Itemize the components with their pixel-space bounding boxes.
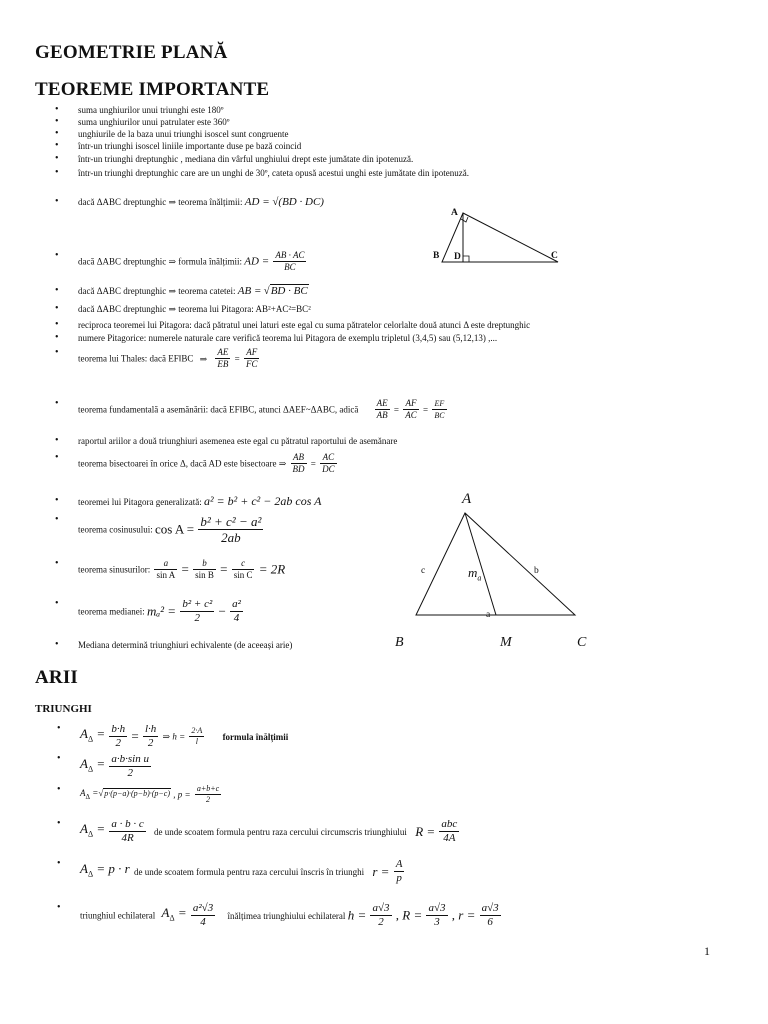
subheading-triangle: TRIUNGHI [35,703,92,715]
formula-radicand: BD · BC [270,285,308,297]
area-formula-equilateral: • triunghiul echilateral $A_\Delta$ = $\frac{\text{a²√3}}{4}$ înălțimea triunghiului echilateral h = $\frac{a√3}{2}$ , R = $\frac{a√3}{3}$ , r = $\frac{a√3}{6}$ [80,902,503,929]
formula-explanation: triunghiul echilateral [80,910,156,921]
formula: AD = √(BD · DC) [244,196,324,208]
area-formula-sine: • $A_\Delta$ = $\frac{\text{a·b·sin u}}{2}$ [80,753,153,780]
formula: a² = b² + c² − 2ab cos A [203,494,322,508]
label-d: D [454,252,461,262]
label-c: C [551,251,558,261]
theorem-text: teorema cosinusului: [78,524,153,535]
label-a-vertex: A [462,491,472,507]
formula-lhs: mₐ² = [146,603,177,619]
list-item: • într-un triunghi isoscel liniile importante duse pe bază coincid [78,140,301,152]
theorem-text: teorema sinusurilor: [78,564,151,575]
formula-altitude [78,250,308,273]
label-side-c: c [421,566,426,576]
formula-lhs: AB = [237,285,262,297]
list-item: • suma unghiurilor unui triunghi este 180º [78,104,224,116]
theorem-text: teorema lui Thales: dacă EF‖BC [78,353,194,364]
pythagorean-numbers: • numere Pitagorice: numerele naturale care verifică teorema lui Pitagora de exemplu tripletul (3,4,5) sau (5,12,13) ,... [78,332,497,344]
formula: AB²+AC²=BC² [255,304,311,314]
theorem-bisector: • teorema bisectoarei în orice Δ, dacă AD este bisectoare ⇒ $\frac{AB}{BD}$ = $\frac{AC}{DC}$ [78,452,339,475]
label-side-b: b [534,566,539,576]
theorem-generalized-pythagoras [78,495,321,508]
fraction-denominator: BC [284,262,296,272]
theorem-text: teorema medianei: [78,606,145,617]
theorem-text: dacă ΔABC dreptunghic ⇒ formula înălțimii: [78,256,243,267]
theorem-thales: • teorema lui Thales: dacă EF‖BC ⇒ $\frac{AE}{EB}$ = $\frac{AF}{FC}$ [78,347,261,370]
label-median: $m_a$ [468,565,482,583]
theorem-pythagoras [78,303,311,315]
list-item: • într-un triunghi dreptunghic , mediana din vârful unghiului drept este jumătate din ipotenuză. [78,153,413,165]
theorem-text: dacă ΔABC dreptunghic ⇒ teorema lui Pitagora: [78,304,254,314]
section-heading-theorems: TEOREME IMPORTANTE [35,79,270,100]
area-formula-heron: • $A_\Delta =√p\cdot(p-a)\cdot(p-b)\cdot(p-c)$ , p = $\frac{a+b+c}{2}$ [80,784,223,805]
list-item: • unghiurile de la baza unui triunghi isoscel sunt congruente [78,128,288,140]
theorem-cosine: • teorema cosinusului: cos A = $\frac{\text{b² + c² − a²}}{2ab}$ [78,514,265,545]
theorem-similarity: • teorema fundamentală a asemănării: dacă EF‖BC, atunci ΔAEF~ΔABC, adică $\frac{AE}{AB}$ = $\frac{AF}{AC}$ = $\frac{EF}{BC}$ [78,398,449,421]
theorem-text: teoremei lui Pitagora generalizată: [78,497,202,507]
list-item: • suma unghiurilor unui patrulater este 360º [78,116,230,128]
label-b-vertex: B [395,635,404,650]
area-formula-circumradius: • $A_\Delta$ = $\frac{a \cdot b \cdot c}{4R}$ de unde scoatem formula pentru raza cercului circumscris triunghiului R = $\frac{\text{abc}}{4A}$ [80,818,461,845]
theorem-text: dacă ΔABC dreptunghic ⇒ teorema înălțimii: [78,197,243,207]
theorem-median: • teorema medianei: mₐ² = $\frac{\text{b² + c²}}{2}$ − $\frac{\text{a²}}{4}$ [78,598,245,625]
formula-explanation: înălțimea triunghiului echilateral [227,910,346,921]
converse-pythagoras: • reciproca teoremei lui Pitagora: dacă pătratul unei laturi este egal cu suma pătratelor celorlalte două atunci Δ este dreptunghic [78,319,530,331]
section-heading-areas: ARII [35,667,79,688]
median-equivalent-areas: • Mediana determină triunghiuri echivalente (de aceeași arie) [78,639,292,651]
formula-explanation: de unde scoatem formula pentru raza cercului circumscris triunghiului [154,826,407,837]
area-ratio: • raportul ariilor a două triunghiuri asemenea este egal cu pătratul raportului de asemănare [78,435,397,447]
formula-label: formula înălțimii [222,731,289,742]
label-a: A [451,208,458,218]
theorem-altitude [78,196,324,208]
implies-arrow: ⇒ [199,353,208,364]
area-formula-height: • $A_\Delta$ = $\frac{b\cdot h}{2}$ = $\frac{l\cdot h}{2}$ ⇒ h = $\frac{2\cdot A}{l}$ formula înălțimii [80,723,288,750]
formula-lhs: cos A = [154,521,195,537]
median-triangle-figure [410,505,580,620]
theorem-text: teorema fundamentală a asemănării: dacă EF‖BC, atunci ΔAEF~ΔABC, adică [78,404,359,415]
formula-explanation: de unde scoatem formula pentru raza cercului înscris în triunghi [133,866,365,877]
label-m-vertex: M [500,635,512,650]
label-c-vertex: C [577,635,587,650]
formula-lhs: AD = [244,255,270,268]
theorem-text: dacă ΔABC dreptunghic ⇒ teorema catetei: [78,286,236,296]
label-b: B [433,251,440,261]
area-formula-inradius: • $A_\Delta = p \cdot r$ de unde scoatem formula pentru raza cercului înscris în triunghi r = $\frac{A}{p}$ [80,858,406,885]
theorem-leg: • dacă ΔABC dreptunghic ⇒ teorema catetei: AB = √BD · BC [78,285,309,297]
label-side-a: a [486,610,491,620]
list-item: • într-un triunghi dreptunghic care are un unghi de 30º, cateta opusă acestui unghi este jumătate din ipotenuză. [78,167,469,179]
theorem-text: teorema bisectoarei în orice Δ, dacă AD este bisectoare ⇒ [78,458,287,469]
page-number: 1 [704,944,710,958]
fraction-numerator: AB · AC [275,250,305,260]
theorem-sine: • teorema sinusurilor: $\frac{a}{\text{sin A}}$ = $\frac{b}{\text{sin B}}$ = $\frac{c}{\text{sin C}}$ = 2R [78,558,285,581]
page-title: GEOMETRIE PLANĂ [35,42,228,63]
